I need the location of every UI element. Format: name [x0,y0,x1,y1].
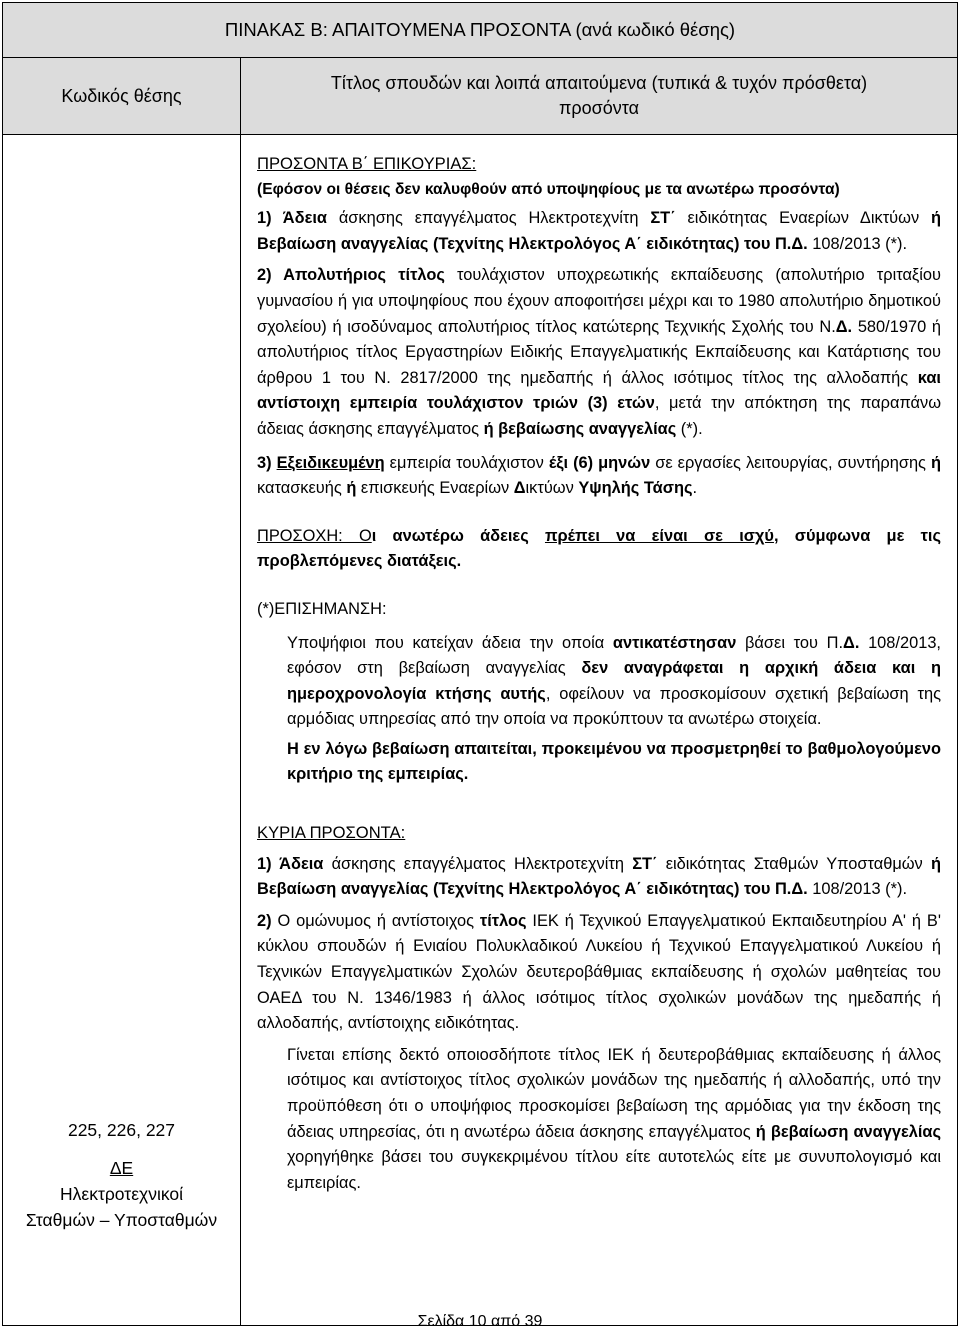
col-header-qualifications-line1: Τίτλος σπουδών και λοιπά απαιτούμενα (τυπικά & τυχόν πρόσθετα) [330,73,868,93]
col-header-qualifications [241,58,958,135]
secondary-item-3: 3) Εξειδικευμένη εμπειρία τουλάχιστον έξι (6) μηνών σε εργασίες λειτουργίας, συντήρησης ή κατασκευής ή επισκευής Εναερίων Δικτύων Υψηλής Τάσης. [257,453,941,498]
position-code-block [3,1117,240,1325]
secondary-note: (Εφόσον οι θέσεις δεν καλυφθούν από υποψηφίους με τα ανωτέρω προσόντα) [257,180,840,198]
position-codes: 225, 226, 227 [67,1120,176,1140]
secondary-heading: ΠΡΟΣΟΝΤΑ Β΄ ΕΠΙΚΟΥΡΙΑΣ: [257,154,477,173]
page-footer: Σελίδα 10 από 39 [417,1313,543,1330]
secondary-item-1: 1) Άδεια άσκησης επαγγέλματος Ηλεκτροτεχνίτη ΣΤ΄ ειδικότητας Εναερίων Δικτύων ή Βεβαίωση αναγγελίας (Τεχνίτης Ηλεκτρολόγος Α΄ ειδικότητας) του Π.Δ. 108/2013 (*). [257,209,941,253]
main-quals-item-1: 1) Άδεια άσκησης επαγγέλματος Ηλεκτροτεχνίτη ΣΤ΄ ειδικότητας Σταθμών Υποσταθμών ή Βεβαίωση αναγγελίας (Τεχνίτης Ηλεκτρολόγος Α΄ ειδικότητας) του Π.Δ. 108/2013 (*). [257,854,941,899]
warning-paragraph: ΠΡΟΣΟΧΗ: Οι ανωτέρω άδειες πρέπει να είναι σε ισχύ, σύμφωνα με τις προβλεπόμενες διατάξεις. [257,526,941,571]
notice-paragraph-1: Υποψήφιοι που κατείχαν άδεια την οποία αντικατέστησαν βάσει του Π.Δ. 108/2013, εφόσον στη βεβαίωση αναγγελίας δεν αναγράφεται η αρχική άδεια και η ημερoχρονολογία κτήσης αυτής, οφείλουν να προσκομίσουν σχετική βεβαίωση της αρμόδιας υπηρεσίας από την οποία να προκύπτουν τα ανωτέρω στοιχεία. [287,633,941,729]
main-quals-item-2: 2) Ο ομώνυμος ή αντίστοιχος τίτλος ΙΕΚ ή Τεχνικού Επαγγελματικού Εκπαιδευτηρίου Α' ή Β' κύκλου σπουδών ή Ενιαίου Πολυκλαδικού Λυκείου ή Τεχνικού Επαγγελματικού Λυκείου ή Τεχνικών Επαγγελματικών Σχολών δευτεροβάθμιας εκπαίδευσης ή σχολών μαθητείας του ΟΑΕΔ του Ν. 1346/1983 ή άλλος ισότιμος τίτλος σχολικών μονάδων της ημεδαπής ή αλλοδαπής, αντίστοιχης ειδικότητας. [257,911,941,1033]
notice-paragraph-2: Η εν λόγω βεβαίωση απαιτείται, προκειμένου να προσμετρηθεί το βαθμολογούμενο κριτήριο της εμπειρίας. [287,739,941,784]
position-code-cell [3,135,241,1326]
table-title: ΠΙΝΑΚΑΣ Β: ΑΠΑΙΤΟΥΜΕΝΑ ΠΡΟΣΟΝΤΑ (ανά κωδικό θέσης) [3,3,958,58]
qualifications-cell [241,135,958,1326]
requirements-table [2,2,958,1326]
main-quals-paragraph-3: Γίνεται επίσης δεκτό οποιοσδήποτε τίτλος ΙΕΚ ή δευτεροβάθμιας εκπαίδευσης ή άλλος ισότιμος και αντίστοιχος τίτλος σχολικών μονάδων της ημεδαπής ή αλλοδαπής, υπό την προϋπόθεση ότι ο υποψήφιος προσκομίσει βεβαίωση της αρμόδιας για την έκδοση της άδειας υπηρεσίας, ότι η ανωτέρω άδεια άσκησης επαγγέλματος ή βεβαίωση αναγγελίας χορηγήθηκε βάσει του συγκεκριμένου τίτλου είτε αυτοτελώς είτε με συνυπολογισμό και εμπειρίας. [287,1045,941,1192]
col-header-qualifications-line2: προσόντα [558,98,640,118]
position-specialty-line1: Ηλεκτροτεχνικοί [60,1184,183,1204]
col-header-position-code: Κωδικός θέσης [3,58,241,135]
notice-heading: (*)ΕΠΙΣΗΜΑΝΣΗ: [257,599,387,618]
main-quals-heading: ΚΥΡΙΑ ΠΡΟΣΟΝΤΑ: [257,823,406,843]
secondary-item-2: 2) Απολυτήριος τίτλος τουλάχιστον υποχρεωτικής εκπαίδευσης (απολυτήριο τριταξίου γυμνασίου ή για υποψηφίους που έχουν αποφοιτήσει μέχρι και το 1980 απολυτήριο δημοτικού σχολείου) ή ισοδύναμος απολυτήριος τίτλος κατώτερης Τεχνικής Σχολής του Ν.Δ. 580/1970 ή απολυτήριος τίτλος Εργαστηρίων Ειδικής Επαγγελματικής Εκπαίδευσης και Κατάρτισης του άρθρου 1 του Ν. 2817/2000 της ημεδαπής ή άλλος ισότιμος τίτλος της αλλοδαπής και αντίστοιχη εμπειρία τουλάχιστον τριών (3) ετών, μετά την απόκτηση της παραπάνω άδειας άσκησης επαγγέλματος ή βεβαίωσης αναγγελίας (*). [257,266,941,438]
position-specialty-line2: Σταθμών – Υποσταθμών [25,1210,218,1230]
position-category: ΔΕ [109,1158,134,1178]
